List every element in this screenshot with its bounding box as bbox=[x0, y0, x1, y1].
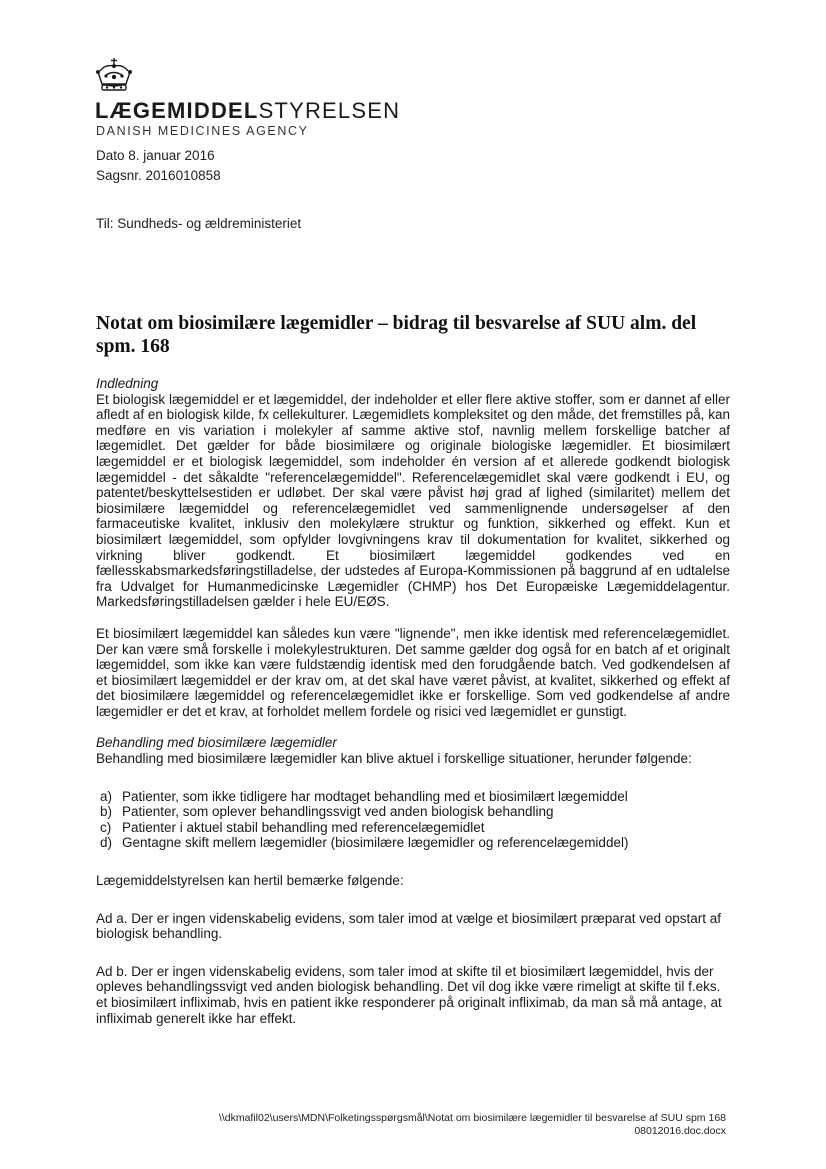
agency-name bbox=[95, 98, 400, 124]
list-marker: c) bbox=[100, 819, 112, 835]
list-item bbox=[96, 804, 730, 820]
recipient: Til: Sundheds- og ældreministeriet bbox=[96, 216, 302, 231]
list-item bbox=[96, 820, 730, 836]
list-marker: b) bbox=[100, 804, 113, 820]
agency-subtitle: DANISH MEDICINES AGENCY bbox=[96, 124, 309, 138]
document-title: Notat om biosimilære lægemidler – bidrag til besvarelse af SUU alm. del spm. 168 bbox=[96, 313, 697, 357]
remark-b: Ad b. Der er ingen videnskabelig evidens, som taler imod at skifte til et biosimilært lægemiddel, hvis der opleves behandlingssvigt ved anden biologisk behandling. Det vil dog ikke være rimeligt at skifte til f.eks. et biosimilært infliximab, hvis en patient ikke responderer på originalt infliximab, da man så må antage, at infliximab generelt ikke har effekt. bbox=[96, 963, 722, 1026]
intro-paragraph-2: Et biosimilært lægemiddel kan således kun være "lignende", men ikke identisk med referencelægemidlet. Der kan være små forskelle i molekylestrukturen. Det samme gælder dog også for en batch af et originalt lægemiddel, som ikke kan være fuldstændig identisk med den forudgående batch. Ved godkendelsen af et biosimilært lægemiddel er der krav om, at det skal have været påvist, at kvalitet, sikkerhed og effekt af det biosimilære lægemiddel og referencelægemidlet ikke er forskellige. Som ved godkendelse af andre lægemidler er det et krav, at forholdet mellem fordele og risici ved lægemidlet er gunstigt. bbox=[96, 625, 730, 719]
list-item-text: Patienter, som oplever behandlingssvigt ved anden biologisk behandling bbox=[122, 804, 554, 820]
case-number: Sagsnr. 2016010858 bbox=[96, 168, 221, 183]
footer-path: \\dkmafil02\users\MDN\Folketingsspørgsmål\Notat om biosimilære lægemidler til besvarelse af SUU spm 168 bbox=[218, 1112, 726, 1124]
crown-icon bbox=[95, 57, 133, 93]
agency-name-bold: LÆGEMIDDEL bbox=[95, 98, 259, 123]
section-heading-intro: Indledning bbox=[96, 376, 159, 391]
footer bbox=[219, 1112, 726, 1138]
document-date: Dato 8. januar 2016 bbox=[96, 148, 215, 163]
section-heading-treatment: Behandling med biosimilære lægemidler bbox=[96, 735, 337, 751]
treatment-list bbox=[96, 789, 730, 851]
treatment-intro: Behandling med biosimilære lægemidler kan blive aktuel i forskellige situationer, herunder følgende: bbox=[96, 751, 692, 767]
list-item-text: Patienter i aktuel stabil behandling med referencelægemidlet bbox=[122, 819, 485, 835]
list-item bbox=[96, 835, 730, 851]
intro-paragraph-1: Et biologisk lægemiddel er et lægemiddel, der indeholder et eller flere aktive stoffer, som er dannet af eller afledt af en biologisk kilde, fx cellekulturer. Lægemidlets kompleksitet og den måde, det fremstilles på, kan medføre en vis variation i molekyler af samme aktive stof, navnlig mellem forskellige batcher af lægemidlet. Det gælder for både biosimilære og originale biologiske lægemidler. Et biosimilært lægemiddel er et biologisk lægemiddel, som indeholder én version af et allerede godkendt biologisk lægemiddel - det såkaldte "referencelægemiddel". Referencelægemidlet skal være godkendt i EU, og patentet/beskyttelsestiden er udløbet. Der skal være påvist høj grad af lighed (similaritet) mellem det biosimilære lægemiddel og referencelægemidlet ved sammenlignende undersøgelser af den farmaceutiske kvalitet, inklusiv den molekylære struktur og funktion, sikkerhed og effekt. Kun et biosimilært lægemiddel, som opfylder lovgivningens krav til dokumentation for kvalitet, sikkerhed og virkning bliver godkendt. Et biosimilært lægemiddel godkendes ved en fællesskabsmarkedsføringstilladelse, der udstedes af Europa-Kommissionen på baggrund af en udtalelse fra Udvalget for Humanmedicinske Lægemidler (CHMP) hos Det Europæiske Lægemiddelagentur. Markedsføringstilladelsen gælder i hele EU/EØS. bbox=[96, 391, 730, 610]
remark-a: Ad a. Der er ingen videnskabelig evidens, som taler imod at vælge et biosimilært præparat ved opstart af biologisk behandling. bbox=[96, 910, 722, 942]
list-marker: d) bbox=[100, 835, 113, 851]
list-marker: a) bbox=[100, 788, 113, 804]
footer-filename: 08012016.doc.docx bbox=[634, 1125, 726, 1137]
list-item-text: Patienter, som ikke tidligere har modtaget behandling med et biosimilært lægemiddel bbox=[122, 788, 628, 804]
list-item bbox=[96, 789, 730, 805]
list-item-text: Gentagne skift mellem lægemidler (biosimilære lægemidler og referencelægemiddel) bbox=[122, 835, 629, 851]
agency-name-light: STYRELSEN bbox=[258, 98, 401, 123]
document-body bbox=[96, 376, 730, 1026]
remarks-intro: Lægemiddelstyrelsen kan hertil bemærke følgende: bbox=[96, 873, 404, 889]
